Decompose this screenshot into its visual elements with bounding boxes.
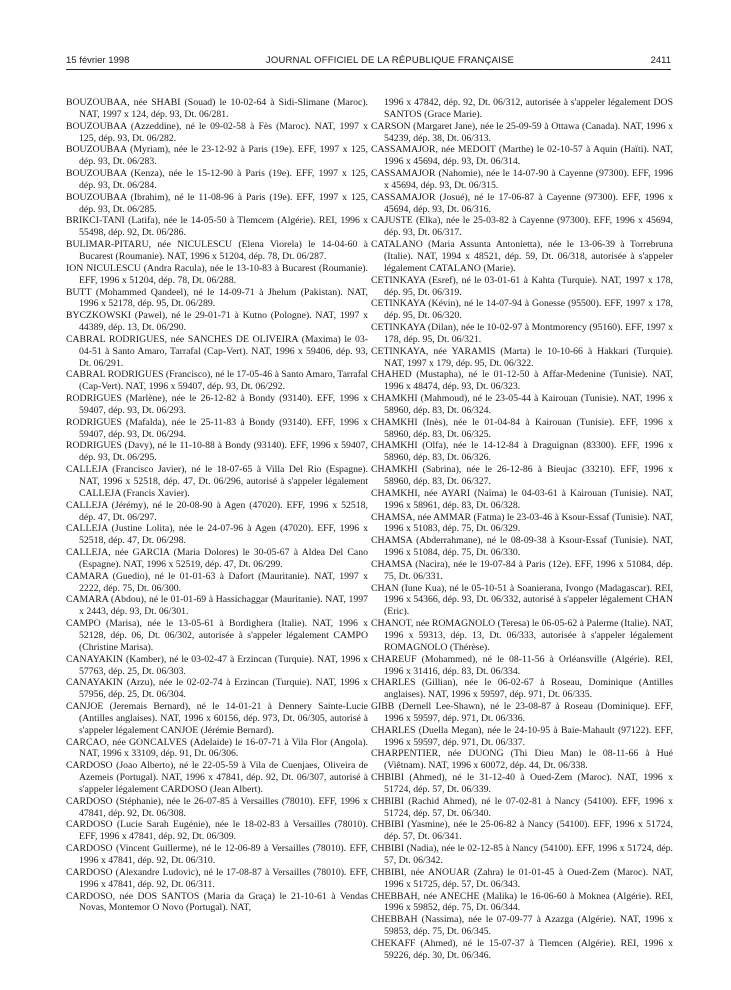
register-entry: BOUZOUBAA (Kenza), née le 15-12-90 à Paris (19e). EFF, 1997 x 125, dép. 93, Dt. 06/284. bbox=[66, 168, 368, 191]
register-entry: CANJOE (Jeremais Bernard), né le 14-01-21 à Dennery Sainte-Lucie (Antilles anglaises). NAT, 1996 x 60156, dép. 973, Dt. 06/305, autorisé à s'appeler légalement CANJOE (Jérémie Bernard). bbox=[66, 701, 368, 736]
register-entry: CHAMKHI, née AYARI (Naïma) le 04-03-61 à Kairouan (Tunisie). NAT, 1996 x 58961, dép. 83, Dt. 06/328. bbox=[371, 487, 673, 511]
register-entry: RODRIGUES (Mafalda), née le 25-11-83 à Bondy (93140). EFF, 1996 x 59407, dép. 93, Dt. 06/294. bbox=[66, 416, 368, 440]
left-column bbox=[66, 97, 368, 914]
register-entry: CHAMKHI (Inès), née le 01-04-84 à Kairouan (Tunisie). EFF, 1996 x 58960, dép. 83, Dt. 06/325. bbox=[371, 416, 673, 440]
register-entry: CABRAL RODRIGUES, née SANCHES DE OLIVEIRA (Maxima) le 03-04-51 à Santo Amaro, Tarrafal (Cap-Vert). NAT, 1996 x 59406, dép. 93, Dt. 06/291. bbox=[66, 333, 368, 369]
page-header bbox=[66, 52, 671, 68]
register-entry: CHEBBAH (Nassima), née le 07-09-77 à Azazga (Algérie). NAT, 1996 x 59853, dép. 75, Dt. 06/345. bbox=[371, 914, 673, 938]
register-entry: CHEBBAH, née ANECHE (Malika) le 16-06-60 à Moknea (Algérie). REI, 1996 x 59852, dép. 75, Dt. 06/344. bbox=[371, 890, 673, 914]
register-entry: CAJUSTE (Elka), née le 25-03-82 à Cayenne (97300). EFF, 1996 x 45694, dép. 93, Dt. 06/317. bbox=[371, 215, 673, 239]
register-entry: CARDOSO (Alexandre Ludovic), né le 17-08-87 à Versailles (78010). EFF, 1996 x 47841, dép. 92, Dt. 06/311. bbox=[66, 866, 368, 890]
register-entry: CASSAMAJOR, née MEDOIT (Marthe) le 02-10-57 à Aquin (Haïti). NAT, 1996 x 45694, dép. 93, Dt. 06/314. bbox=[371, 144, 673, 168]
register-entry: CALLEJA (Justine Lolita), née le 24-07-96 à Agen (47020). EFF, 1996 x 52518, dép. 47, Dt. 06/298. bbox=[66, 523, 368, 547]
register-entry: CARDOSO (Vincent Guillerme), né le 12-06-89 à Versailles (78010). EFF, 1996 x 47841, dép. 92, Dt. 06/310. bbox=[66, 843, 368, 866]
register-entry: BOUZOUBAA (Myriam), née le 23-12-92 à Paris (19e). EFF, 1997 x 125, dép. 93, Dt. 06/283. bbox=[66, 144, 368, 168]
register-entry: CASSAMAJOR (Nahomie), née le 14-07-90 à Cayenne (97300). EFF, 1996 x 45694, dép. 93, Dt. 06/315. bbox=[371, 168, 673, 191]
register-entry: CETINKAYA (Esref), né le 03-01-61 à Kahta (Turquie). NAT, 1997 x 178, dép. 95, Dt. 06/319. bbox=[371, 274, 673, 298]
register-entry: CHAMKHI (Olfa), née le 14-12-84 à Draguignan (83300). EFF, 1996 x 58960, dép. 83, Dt. 06/326. bbox=[371, 440, 673, 464]
register-entry: 1996 x 47842, dép. 92, Dt. 06/312, autorisée à s'appeler légalement DOS SANTOS (Grace Marie). bbox=[384, 97, 673, 120]
register-entry: CANAYAKIN (Kamber), né le 03-02-47 à Erzincan (Turquie). NAT, 1996 x 57763, dép. 25, Dt. 06/303. bbox=[66, 653, 368, 677]
register-entry: BRIKCI-TANI (Latifa), née le 14-05-50 à Tlemcem (Algérie). REI, 1996 x 55498, dép. 92, Dt. 06/286. bbox=[66, 215, 368, 239]
register-entry: CASSAMAJOR (Josué), né le 17-06-87 à Cayenne (97300). EFF, 1996 x 45694, dép. 93, Dt. 06/316. bbox=[371, 191, 673, 215]
register-entry: CARDOSO (Stéphanie), née le 26-07-85 à Versailles (78010). EFF, 1996 x 47841, dép. 92, Dt. 06/308. bbox=[66, 795, 368, 819]
register-entry: CANAYAKIN (Arzu), née le 02-02-74 à Erzincan (Turquie). NAT, 1996 x 57956, dép. 25, Dt. 06/304. bbox=[66, 677, 368, 701]
register-entry: RODRIGUES (Marlène), née le 26-12-82 à Bondy (93140). EFF, 1996 x 59407, dép. 93, Dt. 06/293. bbox=[66, 393, 368, 416]
register-entry: CALLEJA (Jérémy), né le 20-08-90 à Agen (47020). EFF, 1996 x 52518, dép. 47, Dt. 06/297. bbox=[66, 499, 368, 523]
register-entry: CETINKAYA (Kévin), né le 14-07-94 à Gonesse (95500). EFF, 1997 x 178, dép. 95, Dt. 06/320. bbox=[371, 298, 673, 322]
register-entry: CETINKAYA (Dilan), née le 10-02-97 à Montmorency (95160). EFF, 1997 x 178, dép. 95, Dt. 06/321. bbox=[371, 322, 673, 345]
register-entry: CHAMSA, née AMMAR (Fatma) le 23-03-46 à Ksour-Essaf (Tunisie). NAT, 1996 x 51083, dép. 75, Dt. 06/329. bbox=[371, 511, 673, 535]
register-entry: CARCAO, née GONCALVES (Adelaide) le 16-07-71 à Vila Flor (Angola). NAT, 1996 x 33109, dép. 91, Dt. 06/306. bbox=[66, 736, 368, 760]
register-entry: CALLEJA, née GARCIA (Maria Dolores) le 30-05-67 à Aldea Del Cano (Espagne). NAT, 1996 x 52519, dép. 47, Dt. 06/299. bbox=[66, 547, 368, 570]
register-entry: CHBIBI, née ANOUAR (Zahra) le 01-01-45 à Oued-Zem (Maroc). NAT, 1996 x 51725, dép. 57, Dt. 06/343. bbox=[371, 866, 673, 890]
register-entry: CARDOSO, née DOS SANTOS (Maria da Graça) le 21-10-61 à Vendas Novas, Montemor O Novo (Portugal). NAT, bbox=[66, 890, 368, 914]
register-entry: BUTT (Mohammed Qandeel), né le 14-09-71 à Jhelum (Pakistan). NAT, 1996 x 52178, dép. 95, Dt. 06/289. bbox=[66, 286, 368, 310]
register-entry: CAMPO (Marisa), née le 13-05-61 à Bordighera (Italie). NAT, 1996 x 52128, dép. 06, Dt. 06/302, autorisée à s'appeler légalement CAMPO (Christine Marisa). bbox=[66, 618, 368, 653]
register-entry: CALLEJA (Francisco Javier), né le 18-07-65 à Villa Del Rio (Espagne). NAT, 1996 x 52518, dép. 47, Dt. 06/296, autorisé à s'appeler légalement CALLEJA (Francis Xavier). bbox=[66, 464, 368, 499]
register-entry: CATALANO (Maria Assunta Antonietta), née le 13-06-39 à Torrebruna (Italie). NAT, 1994 x 48521, dép. 59, Dt. 06/318, autorisée à s'appeler légalement CATALANO (Marie). bbox=[371, 239, 673, 274]
register-entry: CARDOSO (Joao Alberto), né le 22-05-59 à Vila de Cuenjaes, Oliveira de Azemeis (Portugal). NAT, 1996 x 47841, dép. 92, Dt. 06/307, autorisé à s'appeler légalement CARDOSO (Jean Albert). bbox=[66, 760, 368, 795]
register-entry: CABRAL RODRIGUES (Francisco), né le 17-05-46 à Santo Amaro, Tarrafal (Cap-Vert). NAT, 1996 x 59407, dép. 93, Dt. 06/292. bbox=[66, 369, 368, 393]
register-entry: CARSON (Margaret Jane), née le 25-09-59 à Ottawa (Canada). NAT, 1996 x 54239, dép. 38, Dt. 06/313. bbox=[371, 120, 673, 144]
register-entry: ION NICULESCU (Andra Racula), née le 13-10-83 à Bucarest (Roumanie). EFF, 1996 x 51204, dép. 78, Dt. 06/288. bbox=[66, 262, 368, 286]
register-entry: CARDOSO (Lucie Sarah Eugénie), née le 18-02-83 à Versailles (78010). EFF, 1996 x 47841, dép. 92, Dt. 06/309. bbox=[66, 819, 368, 843]
register-entry: GIBB (Dernell Lee-Shawn), né le 23-08-87 à Roseau (Dominique). EFF, 1996 x 59597, dép. 971, Dt. 06/336. bbox=[371, 701, 673, 724]
register-entry: CHARPENTIER, née DUONG (Thi Dieu Man) le 08-11-66 à Hué (Viêtnam). NAT, 1996 x 60072, dép. 44, Dt. 06/338. bbox=[371, 748, 673, 772]
register-entry: CHAHED (Mustapha), né le 01-12-50 à Affar-Medenine (Tunisie). NAT, 1996 x 48474, dép. 93, Dt. 06/323. bbox=[371, 369, 673, 393]
register-entry: CHBIBI (Ahmed), né le 31-12-40 à Oued-Zem (Maroc). NAT, 1996 x 51724, dép. 57, Dt. 06/339. bbox=[371, 772, 673, 795]
register-entry: CHARLES (Duella Megan), née le 24-10-95 à Baie-Mahault (97122). EFF, 1996 x 59597, dép. 971, Dt. 06/337. bbox=[371, 724, 673, 748]
register-entry: CAMARA (Guedio), né le 01-01-63 à Dafort (Mauritanie). NAT, 1997 x 2222, dép. 75, Dt. 06/300. bbox=[66, 570, 368, 594]
register-entry: CHAN (Iune Kua), né le 05-10-51 à Soanierana, Ivongo (Madagascar). REI, 1996 x 54366, dép. 93, Dt. 06/332, autorisé à s'appeler légalement CHAN (Eric). bbox=[371, 582, 673, 618]
register-entry: BYCZKOWSKI (Pawel), né le 29-01-71 à Kutno (Pologne). NAT, 1997 x 44389, dép. 13, Dt. 06/290. bbox=[66, 310, 368, 334]
register-entry: CHEKAFF (Ahmed), né le 15-07-37 à Tlemcen (Algérie). REI, 1996 x 59226, dép. 30, Dt. 06/346. bbox=[371, 937, 673, 961]
register-entry: CHAREUF (Mohammed), né le 08-11-56 à Orléansville (Algérie). REI, 1996 x 31416, dép. 83, Dt. 06/334. bbox=[371, 653, 673, 677]
register-entry: CAMARA (Abdou), né le 01-01-69 à Hassichaggar (Mauritanie). NAT, 1997 x 2443, dép. 93, Dt. 06/301. bbox=[66, 594, 368, 618]
register-entry: CHARLES (Gillian), née le 06-02-67 à Roseau, Dominique (Antilles anglaises). NAT, 1996 x 59597, dép. 971, Dt. 06/335. bbox=[371, 677, 673, 701]
header-rule bbox=[66, 69, 671, 70]
register-entry: CHAMKHI (Sabrina), née le 26-12-86 à Bieujac (33210). EFF, 1996 x 58960, dép. 83, Dt. 06/327. bbox=[371, 464, 673, 487]
register-entry: CHAMSA (Nacira), née le 19-07-84 à Paris (12e). EFF, 1996 x 51084, dép. 75, Dt. 06/331. bbox=[371, 558, 673, 582]
register-entry: CHBIBI (Rachid Ahmed), né le 07-02-81 à Nancy (54100). EFF, 1996 x 51724, dép. 57, Dt. 06/340. bbox=[371, 795, 673, 819]
right-column bbox=[371, 97, 673, 962]
journal-title: JOURNAL OFFICIEL DE LA RÉPUBLIQUE FRANÇAISE bbox=[265, 54, 515, 66]
register-entry: RODRIGUES (Davy), né le 11-10-88 à Bondy (93140). EFF, 1996 x 59407, dép. 93, Dt. 06/295. bbox=[66, 440, 368, 464]
register-entry: CHAMSA (Abderrahmane), né le 08-09-38 à Ksour-Essaf (Tunisie). NAT, 1996 x 51084, dép. 75, Dt. 06/330. bbox=[371, 535, 673, 559]
register-entry: CHBIBI (Yasmine), née le 25-06-82 à Nancy (54100). EFF, 1996 x 51724, dép. 57, Dt. 06/341. bbox=[371, 819, 673, 843]
page-number: 2411 bbox=[650, 54, 671, 66]
register-entry: CETINKAYA, née YARAMIS (Marta) le 10-10-66 à Hakkari (Turquie). NAT, 1997 x 179, dép. 95, Dt. 06/322. bbox=[371, 345, 673, 369]
register-entry: BOUZOUBAA (Ibrahim), né le 11-08-96 à Paris (19e). EFF, 1997 x 125, dép. 93, Dt. 06/285. bbox=[66, 191, 368, 215]
register-entry: CHAMKHI (Mahmoud), né le 23-05-44 à Kairouan (Tunisie). NAT, 1996 x 58960, dép. 83, Dt. 06/324. bbox=[371, 393, 673, 416]
register-entry: BULIMAR-PITARU, née NICULESCU (Elena Viorela) le 14-04-60 à Bucarest (Roumanie). NAT, 1996 x 51204, dép. 78, Dt. 06/287. bbox=[66, 239, 368, 262]
register-entry: BOUZOUBAA, née SHABI (Souad) le 10-02-64 à Sidi-Slimane (Maroc). NAT, 1997 x 124, dép. 93, Dt. 06/281. bbox=[66, 97, 368, 120]
register-entry: CHBIBI (Nadia), née le 02-12-85 à Nancy (54100). EFF, 1996 x 51724, dép. 57, Dt. 06/342. bbox=[371, 843, 673, 866]
register-entry: BOUZOUBAA (Azzeddine), né le 09-02-58 à Fès (Maroc). NAT, 1997 x 125, dép. 93, Dt. 06/282. bbox=[66, 120, 368, 144]
register-entry: CHANOT, née ROMAGNOLO (Teresa) le 06-05-62 à Palerme (Italie). NAT, 1996 x 59313, dép. 13, Dt. 06/333, autorisée à s'appeler légalement ROMAGNOLO (Thérèse). bbox=[371, 618, 673, 653]
header-date: 15 février 1998 bbox=[66, 54, 130, 66]
